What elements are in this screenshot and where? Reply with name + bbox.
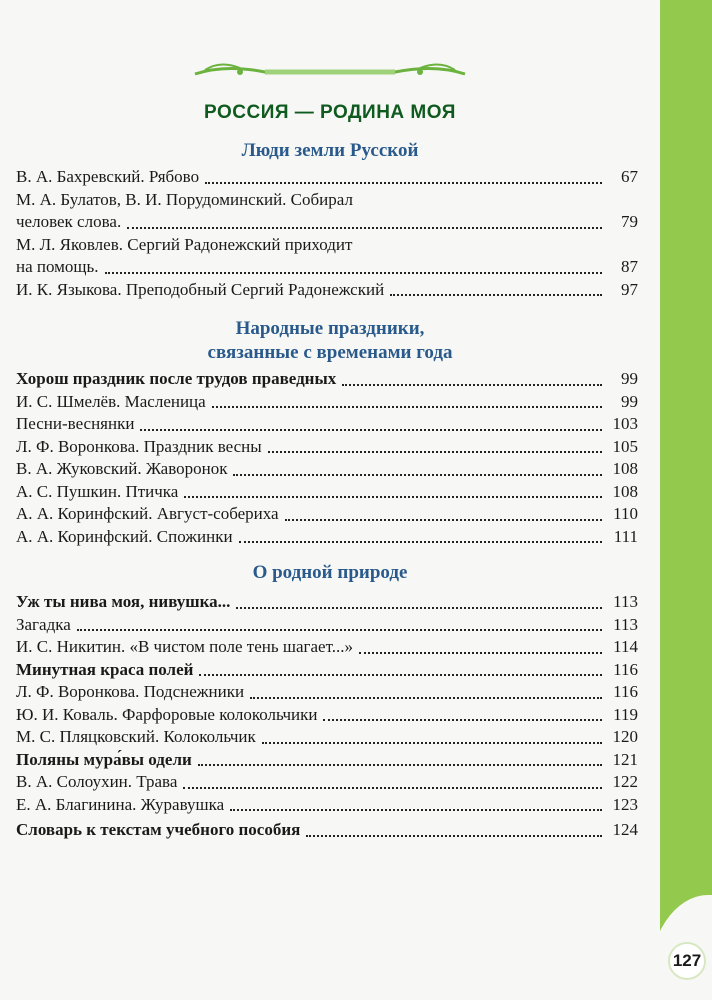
toc-entry[interactable] (16, 481, 638, 504)
entry-page: 108 (612, 481, 638, 501)
leader-dots (236, 606, 602, 609)
leader-dots (250, 696, 602, 699)
entry-page: 97 (621, 279, 638, 299)
toc-entry[interactable] (16, 659, 638, 682)
entry-page: 99 (621, 369, 638, 388)
group-heading-line: связанные с временами года (207, 342, 453, 363)
entry-title: А. А. Коринфский. Август-собериха (16, 504, 279, 523)
group-heading-line: О родной природе (252, 562, 408, 583)
entry-title: М. С. Пляцковский. Колокольчик (16, 727, 256, 746)
entry-title: Поляны мура́вы одели (16, 749, 192, 769)
leader-dots (268, 450, 602, 453)
entry-title: И. С. Никитин. «В чистом поле тень шагает...» (16, 637, 353, 656)
leader-dots (239, 540, 602, 543)
leader-dots (262, 741, 602, 744)
leader-dots (212, 405, 602, 408)
toc-group-1 (16, 166, 638, 301)
leader-dots (198, 763, 602, 766)
entry-title: Песни-веснянки (16, 414, 135, 433)
leader-dots (323, 718, 602, 721)
entry-page: 87 (621, 257, 638, 276)
toc-entry[interactable] (16, 413, 638, 436)
entry-page: 119 (613, 704, 638, 724)
entry-title: В. А. Жуковский. Жаворонок (16, 459, 228, 478)
entry-title: А. С. Пушкин. Птичка (16, 481, 179, 501)
entry-title: И. С. Шмелёв. Масленица (16, 391, 206, 411)
toc-entry[interactable] (16, 368, 638, 391)
entry-title: Уж ты нива моя, нивушка... (16, 592, 231, 611)
leader-dots (105, 271, 602, 274)
leader-dots (199, 673, 602, 676)
leader-dots (306, 834, 602, 837)
entry-page: 67 (621, 167, 638, 186)
toc-entry[interactable] (16, 458, 638, 481)
entry-page: 108 (612, 459, 638, 478)
entry-page: 105 (612, 436, 638, 456)
toc-entry[interactable] (16, 681, 638, 704)
toc-group-3 (16, 591, 638, 816)
entry-page: 113 (613, 614, 638, 634)
toc-entry[interactable] (16, 794, 638, 817)
leader-dots (390, 293, 602, 296)
entry-title-line1: М. А. Булатов, В. И. Порудоминский. Собирал (16, 189, 353, 209)
entry-title: человек слова. (16, 212, 122, 231)
entry-page: 99 (621, 391, 638, 411)
decorative-ornament (185, 60, 475, 82)
entry-page: 122 (612, 772, 638, 791)
entry-page: 110 (613, 504, 638, 523)
toc-entry[interactable] (16, 526, 638, 549)
toc-entry[interactable] (16, 234, 638, 279)
section-title: РОССИЯ — РОДИНА МОЯ (204, 102, 456, 123)
entry-title: Л. Ф. Воронкова. Подснежники (16, 682, 245, 701)
leader-dots (359, 651, 602, 654)
toc-entry[interactable] (16, 636, 638, 659)
entry-title: В. А. Солоухин. Трава (16, 772, 178, 791)
toc-entry[interactable] (16, 819, 638, 842)
entry-title: Л. Ф. Воронкова. Праздник весны (16, 436, 262, 456)
toc-glossary (16, 819, 638, 842)
leader-dots (205, 181, 602, 184)
entry-page: 124 (612, 820, 638, 839)
entry-title: Словарь к текстам учебного пособия (16, 820, 301, 839)
leader-dots (183, 786, 602, 789)
page-number: 127 (668, 942, 706, 980)
group-heading-3 (0, 561, 660, 585)
leader-dots (230, 808, 602, 811)
entry-page: 121 (612, 749, 638, 769)
leader-dots (77, 628, 602, 631)
toc-entry[interactable] (16, 614, 638, 637)
toc-entry[interactable] (16, 189, 638, 234)
toc-entry[interactable] (16, 591, 638, 614)
leader-dots (285, 518, 602, 521)
toc-entry[interactable] (16, 503, 638, 526)
entry-page: 116 (613, 659, 638, 679)
leader-dots (140, 428, 602, 431)
entry-title: В. А. Бахревский. Рябово (16, 167, 200, 186)
toc-entry[interactable] (16, 391, 638, 414)
entry-title: Загадка (16, 614, 71, 634)
entry-page: 123 (612, 794, 638, 814)
entry-page: 116 (613, 682, 638, 701)
entry-page: 103 (612, 414, 638, 433)
leader-dots (184, 495, 602, 498)
toc-entry[interactable] (16, 704, 638, 727)
leader-dots (233, 473, 602, 476)
toc-entry[interactable] (16, 726, 638, 749)
entry-page: 120 (612, 727, 638, 746)
entry-title: на помощь. (16, 257, 99, 276)
group-heading-2 (0, 317, 660, 365)
group-heading-line: Народные праздники, (235, 318, 425, 339)
toc-entry[interactable] (16, 166, 638, 189)
toc-entry[interactable] (16, 749, 638, 772)
leader-dots (127, 226, 602, 229)
entry-title: Минутная краса полей (16, 659, 194, 679)
entry-title: Хорош праздник после трудов праведных (16, 369, 337, 388)
entry-title-line1: М. Л. Яковлев. Сергий Радонежский приходит (16, 234, 353, 254)
entry-page: 79 (621, 212, 638, 231)
entry-title: Ю. И. Коваль. Фарфоровые колокольчики (16, 704, 318, 724)
toc-entry[interactable] (16, 436, 638, 459)
entry-page: 111 (613, 526, 638, 546)
entry-title: А. А. Коринфский. Спожинки (16, 526, 233, 546)
group-heading-line: Люди земли Русской (241, 140, 419, 161)
toc-entry[interactable] (16, 771, 638, 794)
entry-page: 114 (613, 637, 638, 656)
toc-entry[interactable] (16, 279, 638, 302)
side-stripe (660, 0, 712, 1000)
entry-page: 113 (613, 592, 638, 611)
leader-dots (342, 383, 602, 386)
entry-title: Е. А. Благинина. Журавушка (16, 794, 225, 814)
toc-group-2 (16, 368, 638, 548)
group-heading-1 (0, 139, 660, 163)
entry-title: И. К. Языкова. Преподобный Сергий Радонежский (16, 279, 385, 299)
